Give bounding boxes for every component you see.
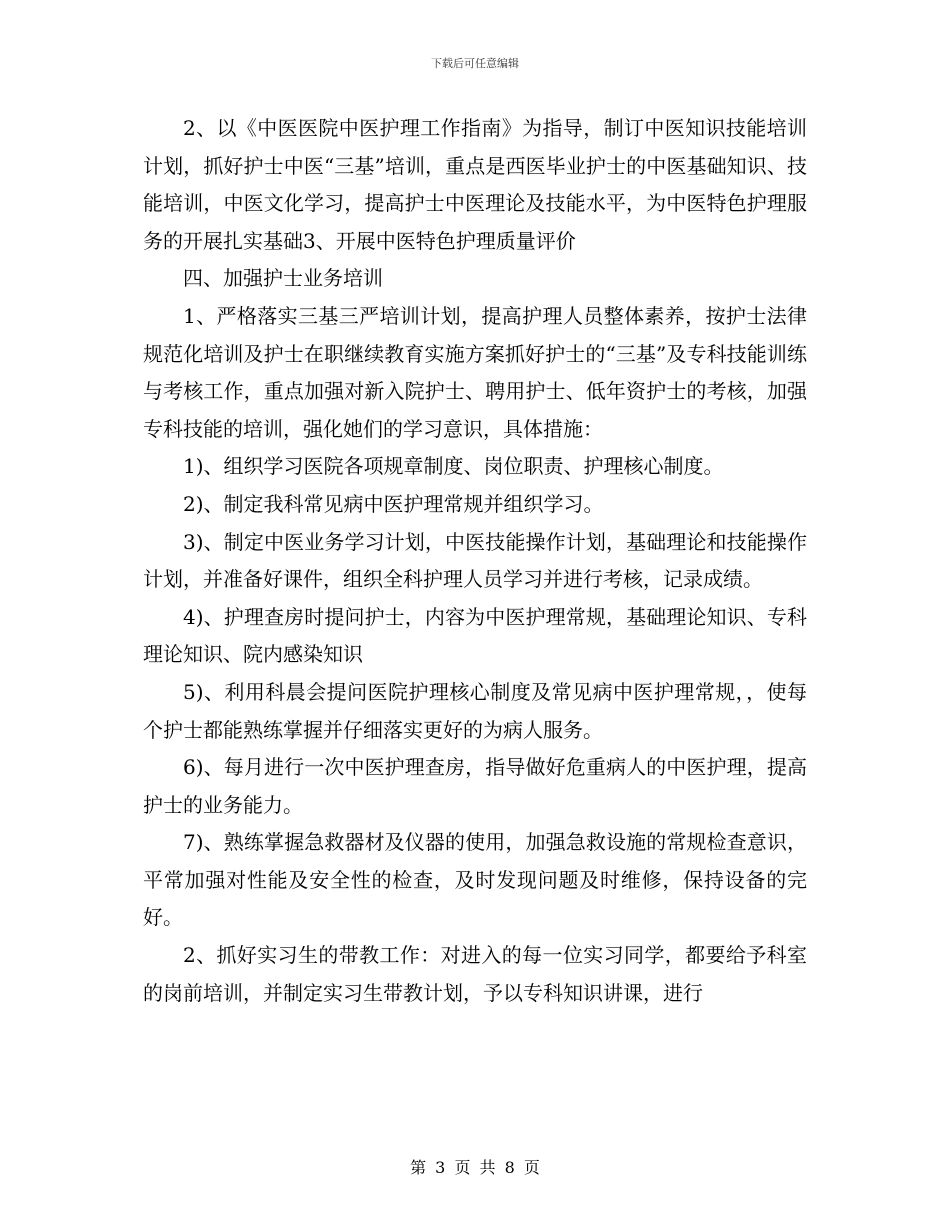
- list-item: 7)、熟练掌握急救器材及仪器的使用，加强急救设施的常规检查意识，平常加强对性能及安全性的检查，及时发现问题及时维修，保持设备的完好。: [143, 830, 807, 930]
- list-item: 4)、护理查房时提问护士，内容为中医护理常规，基础理论知识、专科理论知识、院内感染知识: [143, 604, 807, 667]
- list-item: 6)、每月进行一次中医护理查房，指导做好危重病人的中医护理，提高护士的业务能力。: [143, 755, 807, 817]
- paragraph: 2、抓好实习生的带教工作：对进入的每一位实习同学，都要给予科室的岗前培训，并制定实习生带教计划，予以专科知识讲课，进行: [143, 943, 807, 1005]
- page-footer: 第 3 页 共 8 页: [410, 1158, 540, 1177]
- page-header: 下载后可任意编辑: [431, 57, 519, 70]
- list-item: 3)、制定中医业务学习计划，中医技能操作计划，基础理论和技能操作计划，并准备好课件，组织全科护理人员学习并进行考核，记录成绩。: [143, 529, 807, 592]
- paragraph: 1、严格落实三基三严培训计划，提高护理人员整体素养，按护士法律规范化培训及护士在职继续教育实施方案抓好护士的“三基”及专科技能训练与考核工作，重点加强对新入院护士、聘用护士、低年资护士的考核，加强专科技能的培训，强化她们的学习意识，具体措施：: [143, 303, 807, 441]
- paragraph: 2、以《中医医院中医护理工作指南》为指导，制订中医知识技能培训计划，抓好护士中医“三基”培训，重点是西医毕业护士的中医基础知识、技能培训，中医文化学习，提高护士中医理论及技能水平，为中医特色护理服务的开展扎实基础3、开展中医特色护理质量评价: [143, 116, 807, 253]
- list-item: 5)、利用科晨会提问医院护理核心制度及常见病中医护理常规，，使每个护士都能熟练掌握并仔细落实更好的为病人服务。: [143, 679, 807, 742]
- list-item: 2)、制定我科常见病中医护理常规并组织学习。: [183, 491, 604, 516]
- list-item: 1)、组织学习医院各项规章制度、岗位职责、护理核心制度。: [183, 454, 724, 479]
- document-body: [143, 110, 807, 1012]
- section-heading: 四、加强护士业务培训: [183, 266, 383, 291]
